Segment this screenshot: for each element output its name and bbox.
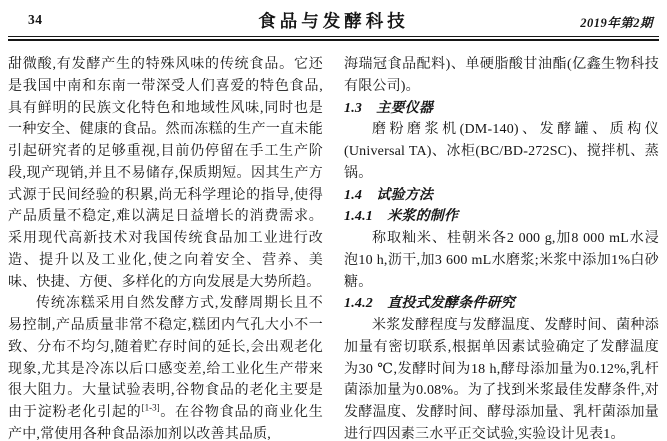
paragraph-instruments: 磨粉磨浆机(DM-140)、发酵罐、质构仪(Universal TA)、冰柜(BC/BD-272SC)、搅拌机、蒸锅。: [344, 122, 659, 181]
left-column: [8, 54, 323, 441]
paragraph-fermentation-conditions: 米浆发酵程度与发酵温度、发酵时间、菌种添加量有密切联系,根据单因素试验确定了发酵温度为30 ℃,发酵时间为18 h,酵母添加量为0.12%,乳杆菌添加量为0.08%。为了找到米浆最佳发酵条件,对发酵温度、发酵时间、酵母添加量、乳杆菌添加量进行四因素三水平正交试验,实验设计见表1。: [344, 318, 659, 441]
paragraph-traditional-donggao: [8, 293, 323, 441]
paragraph-reagents-continuation: 海瑞冠食品配料)、单硬脂酸甘油酯(亿鑫生物科技有限公司)。: [344, 57, 659, 94]
journal-title: 食品与发酵科技: [258, 11, 409, 31]
section-heading-1-4: 1.4 试验方法: [344, 187, 434, 203]
paragraph-rice-milk-preparation: 称取籼米、桂朝米各2 000 g,加8 000 mL水浸泡10 h,沥干,加3 600 mL水磨浆;米浆中添加1%白砂糖。: [344, 231, 659, 290]
running-head: [8, 8, 659, 32]
issue-label: 2019年第2期: [580, 16, 653, 30]
citation-ref: [1-3]: [141, 402, 160, 413]
paragraph-intro-continuation: 甜微酸,有发酵产生的特殊风味的传统食品。它还是我国中南和东南一带深受人们喜爱的特色食品,具有鲜明的民族文化特色和地域性风味,同时也是一种安全、健康的食品。然而冻糕的生产一直未能引起研究者的足够重视,目前仍停留在手工生产阶段,现产现销,并且不易储存,保质期短。因其生产方式源于民间经验的积累,尚无科学理论的指导,使得产品质量不稳定,难以满足日益增长的消费需求。采用现代高新技术对我国传统食品加工业进行改造、提升以及工业化,使之向着安全、营养、美味、快捷、方便、多样化的方向发展是大势所趋。: [8, 57, 323, 290]
page-number: 34: [28, 12, 43, 27]
paragraph-text: 。在谷物食品的商业化生产中,常使用各种食品添加剂以改善其品质,: [8, 405, 323, 441]
article-body: [8, 41, 659, 441]
section-heading-1-4-2: 1.4.2 直投式发酵条件研究: [344, 296, 515, 312]
section-heading-1-4-1: 1.4.1 米浆的制作: [344, 209, 459, 225]
paragraph-text: 传统冻糕采用自然发酵方式,发酵周期长且不易控制,产品质量非常不稳定,糕团内气孔大小不一致、分布不均匀,随着贮存时间的延长,会出观老化现象,尤其是冷冻以后口感变差,给工业化生产带来很大阻力。大量试验表明,谷物食品的老化主要是由于淀粉老化引起的: [8, 296, 323, 420]
right-column: [344, 54, 659, 441]
section-heading-1-3: 1.3 主要仪器: [344, 100, 434, 116]
